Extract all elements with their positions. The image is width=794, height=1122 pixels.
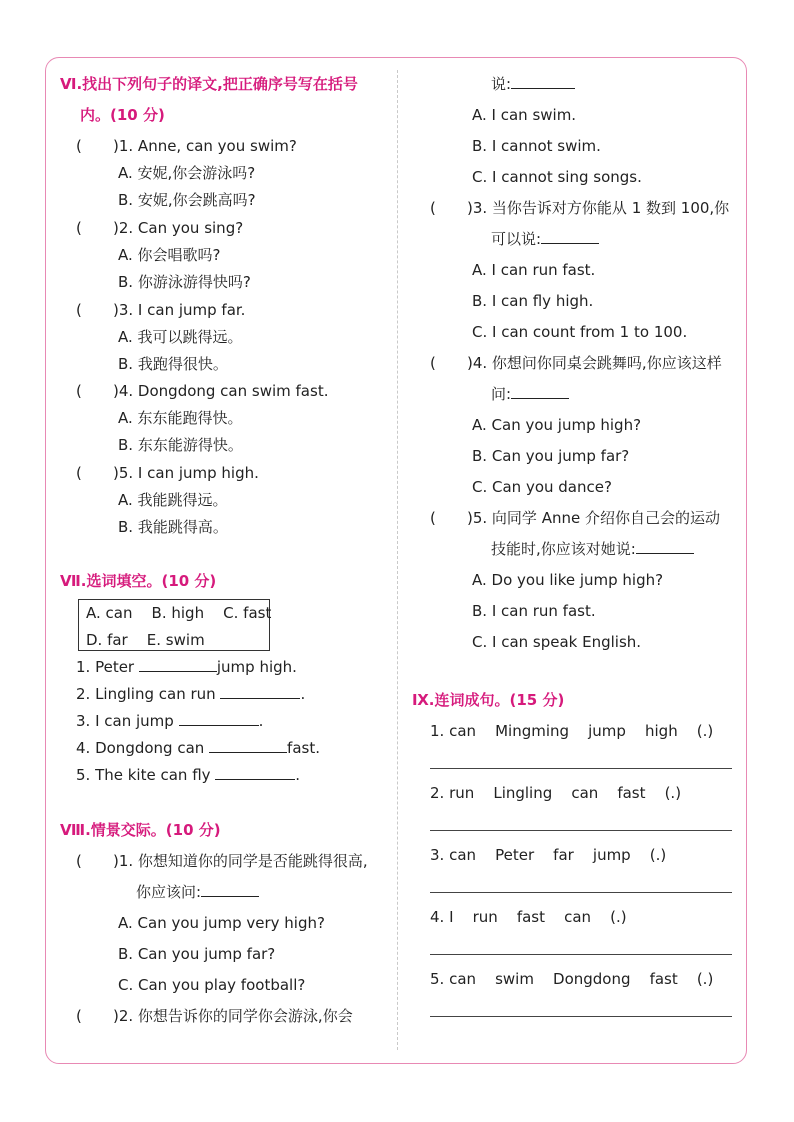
s8-q3: )3. 当你告诉对方你能从 1 数到 100,你 [467, 199, 730, 217]
s8-q2-c: C. I cannot sing songs. [472, 168, 642, 186]
s8-q5-a: A. Do you like jump high? [472, 571, 664, 589]
answer-line[interactable] [430, 768, 732, 769]
s7-item-4: 4. Dongdong can fast. [76, 739, 320, 757]
s8-q5-b: B. I can run fast. [472, 602, 596, 620]
s6-q5-b: B. 我能跳得高。 [118, 518, 228, 536]
s6-q1: )1. Anne, can you swim? [113, 137, 297, 155]
answer-line[interactable] [430, 1016, 732, 1017]
answer-line[interactable] [430, 892, 732, 893]
word-bank-row-1: A. can B. high C. fast [86, 604, 272, 622]
s8-q4-b: B. Can you jump far? [472, 447, 630, 465]
word-bank-row-2: D. far E. swim [86, 631, 205, 649]
answer-paren[interactable]: ( [430, 354, 436, 372]
s8-q4-cont: 问: [491, 384, 569, 404]
s8-q1-c: C. Can you play football? [118, 976, 306, 994]
s8-q5-c: C. I can speak English. [472, 633, 642, 651]
answer-paren[interactable]: ( [76, 464, 82, 482]
s8-q4-c: C. Can you dance? [472, 478, 612, 496]
answer-paren[interactable]: ( [76, 219, 82, 237]
s8-q2-a: A. I can swim. [472, 106, 577, 124]
s8-q3-b: B. I can fly high. [472, 292, 594, 310]
s6-q3-a: A. 我可以跳得远。 [118, 328, 243, 346]
s9-item-5: 5. can swim Dongdong fast (.) [430, 970, 714, 988]
s9-item-3: 3. can Peter far jump (.) [430, 846, 667, 864]
s9-item-1: 1. can Mingming jump high (.) [430, 722, 714, 740]
s8-q4: )4. 你想问你同桌会跳舞吗,你应该这样 [467, 354, 722, 372]
s8-q2-cont: 说: [491, 74, 575, 94]
s8-q3-cont: 可以说: [491, 229, 599, 249]
answer-line[interactable] [430, 954, 732, 955]
answer-paren[interactable]: ( [76, 301, 82, 319]
s6-q4-b: B. 东东能游得快。 [118, 436, 243, 454]
section-6-title: Ⅵ.找出下列句子的译文,把正确序号写在括号 [60, 75, 358, 93]
s6-q3-b: B. 我跑得很快。 [118, 355, 228, 373]
s7-item-1: 1. Peter jump high. [76, 658, 297, 676]
s6-q5: )5. I can jump high. [113, 464, 259, 482]
s8-q2: )2. 你想告诉你的同学你会游泳,你会 [113, 1007, 353, 1025]
s8-q4-a: A. Can you jump high? [472, 416, 642, 434]
s8-q1-b: B. Can you jump far? [118, 945, 276, 963]
s9-item-4: 4. I run fast can (.) [430, 908, 627, 926]
answer-paren[interactable]: ( [76, 137, 82, 155]
s6-q2-a: A. 你会唱歌吗? [118, 246, 221, 264]
answer-paren[interactable]: ( [76, 382, 82, 400]
s7-item-2: 2. Lingling can run . [76, 685, 306, 703]
answer-paren[interactable]: ( [76, 1007, 82, 1025]
s6-q1-b: B. 安妮,你会跳高吗? [118, 191, 256, 209]
s8-q3-c: C. I can count from 1 to 100. [472, 323, 688, 341]
s6-q4: )4. Dongdong can swim fast. [113, 382, 329, 400]
s6-q1-a: A. 安妮,你会游泳吗? [118, 164, 256, 182]
s8-q1: )1. 你想知道你的同学是否能跳得很高, [113, 852, 368, 870]
s7-item-3: 3. I can jump . [76, 712, 264, 730]
s8-q2-b: B. I cannot swim. [472, 137, 601, 155]
s8-q5: )5. 向同学 Anne 介绍你自己会的运动 [467, 509, 720, 527]
answer-paren[interactable]: ( [76, 852, 82, 870]
s9-item-2: 2. run Lingling can fast (.) [430, 784, 682, 802]
s6-q2-b: B. 你游泳游得快吗? [118, 273, 251, 291]
section-7-title: Ⅶ.选词填空。(10 分) [60, 572, 217, 590]
s6-q3: )3. I can jump far. [113, 301, 246, 319]
s7-item-5: 5. The kite can fly . [76, 766, 301, 784]
section-9-title: Ⅸ.连词成句。(15 分) [412, 691, 565, 709]
answer-paren[interactable]: ( [430, 199, 436, 217]
section-8-title: Ⅷ.情景交际。(10 分) [60, 821, 221, 839]
answer-line[interactable] [430, 830, 732, 831]
s8-q1-cont: 你应该问: [136, 882, 259, 902]
column-divider [397, 70, 398, 1050]
s6-q5-a: A. 我能跳得远。 [118, 491, 228, 509]
section-6-title-cont: 内。(10 分) [80, 106, 165, 124]
s8-q5-cont: 技能时,你应该对她说: [491, 539, 694, 559]
s8-q1-a: A. Can you jump very high? [118, 914, 325, 932]
s8-q3-a: A. I can run fast. [472, 261, 596, 279]
s6-q2: )2. Can you sing? [113, 219, 244, 237]
answer-paren[interactable]: ( [430, 509, 436, 527]
s6-q4-a: A. 东东能跑得快。 [118, 409, 243, 427]
